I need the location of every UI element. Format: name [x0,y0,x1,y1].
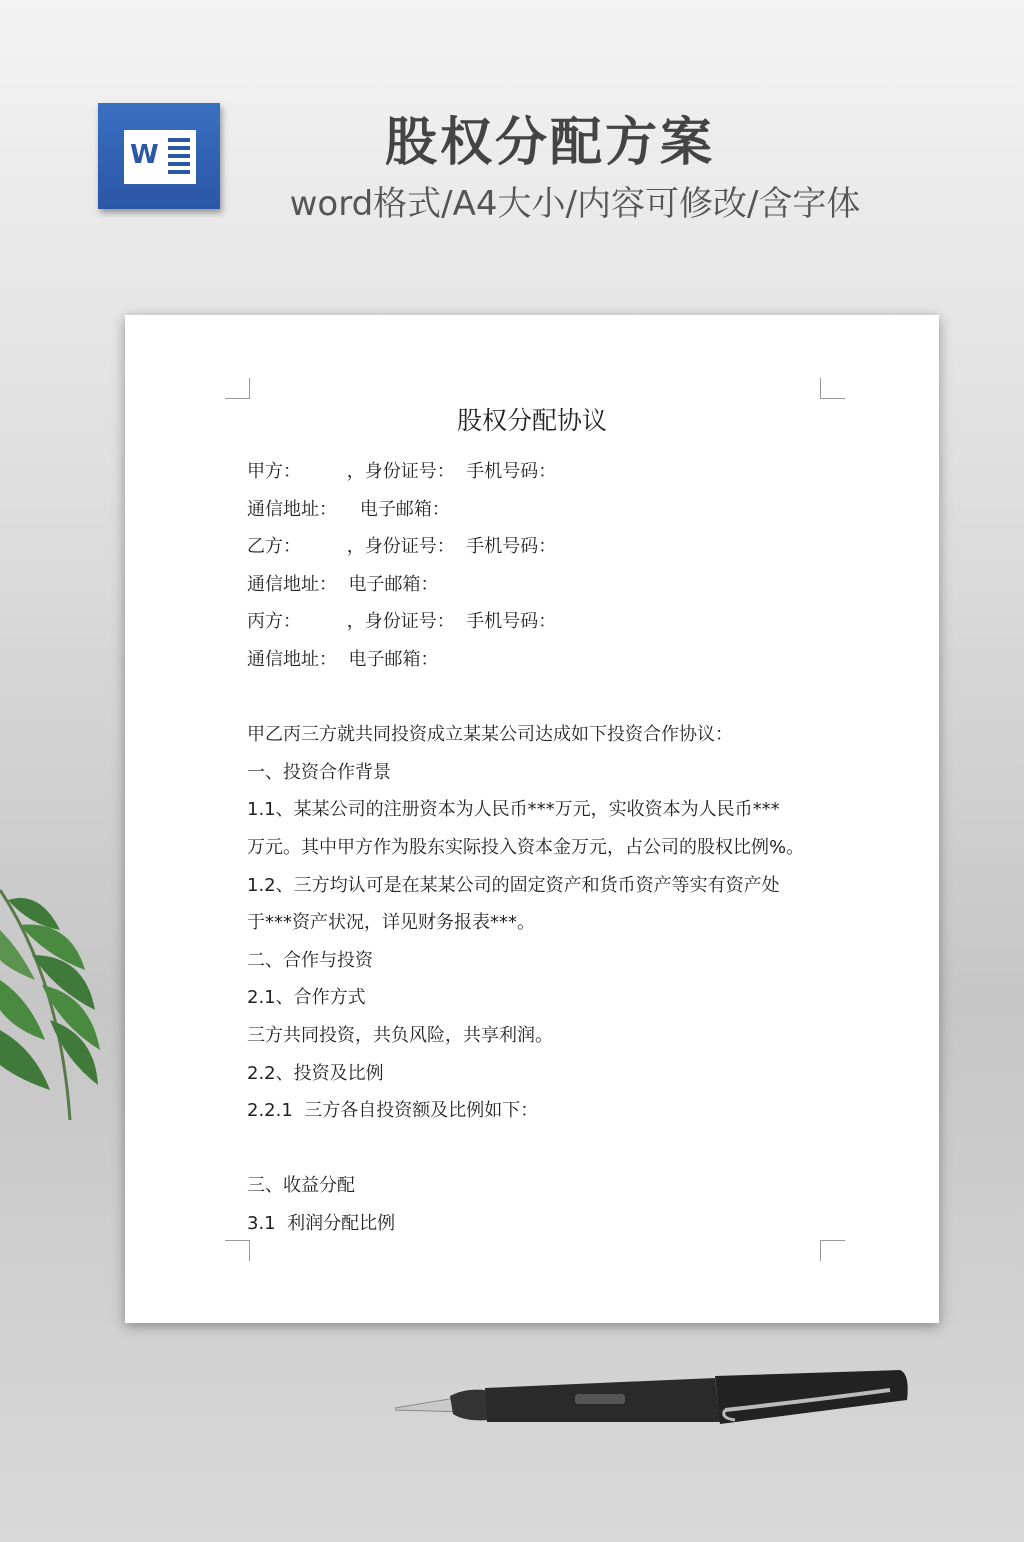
clause-1-2-cont: 于***资产状况，详见财务报表***。 [247,912,535,934]
document-sheet-icon [124,130,196,184]
clause-2-2-1: 2.2.1 三方各自投资额及比例如下： [247,1100,539,1122]
clause-2-1-text: 三方共同投资，共负风险，共享利润。 [247,1024,553,1046]
text-lines-icon [168,138,190,178]
section-heading-1: 一、投资合作背景 [247,761,391,783]
clause-1-1: 1.1、某某公司的注册资本为人民币***万元，实收资本为人民币*** [247,799,780,821]
margin-mark-top-right [820,378,845,399]
clause-3-1: 3.1 利润分配比例 [247,1212,396,1234]
party-b-line: 乙方： ，身份证号： 手机号码： [247,536,557,558]
clause-2-1: 2.1、合作方式 [247,987,366,1009]
party-b-address-line: 通信地址： 电子邮箱： [247,573,439,595]
margin-mark-bottom-left [225,1240,250,1261]
palm-leaf-decoration [0,870,110,1140]
clause-1-1-cont: 万元。其中甲方作为股东实际投入资本金万元，占公司的股权比例%。 [247,836,805,858]
margin-mark-bottom-right [820,1240,845,1261]
blank-line [247,1130,827,1168]
document-body [247,453,827,1242]
party-a-line: 甲方： ，身份证号： 手机号码： [247,461,557,482]
party-c-address-line: 通信地址： 电子邮箱： [247,648,439,670]
party-a-address-line: 通信地址： 电子邮箱： [247,498,450,520]
word-logo-letter: W [130,140,159,170]
agreement-intro: 甲乙丙三方就共同投资成立某某公司达成如下投资合作协议： [247,724,733,746]
party-c-line: 丙方： ，身份证号： 手机号码： [247,611,557,633]
word-logo-icon [98,103,220,209]
blank-line [247,679,827,717]
section-heading-2: 二、合作与投资 [247,949,373,971]
banner-subtitle: word格式/A4大小/内容可修改/含字体 [289,184,861,224]
margin-mark-top-left [225,378,250,399]
clause-2-2: 2.2、投资及比例 [247,1062,384,1084]
document-title: 股权分配协议 [456,406,607,435]
section-heading-3: 三、收益分配 [247,1175,355,1197]
clause-1-2: 1.2、三方均认可是在某某公司的固定资产和货币资产等实有资产处 [247,874,780,896]
banner-title: 股权分配方案 [384,113,715,173]
fountain-pen-decoration [395,1370,915,1450]
document-page [125,315,939,1323]
